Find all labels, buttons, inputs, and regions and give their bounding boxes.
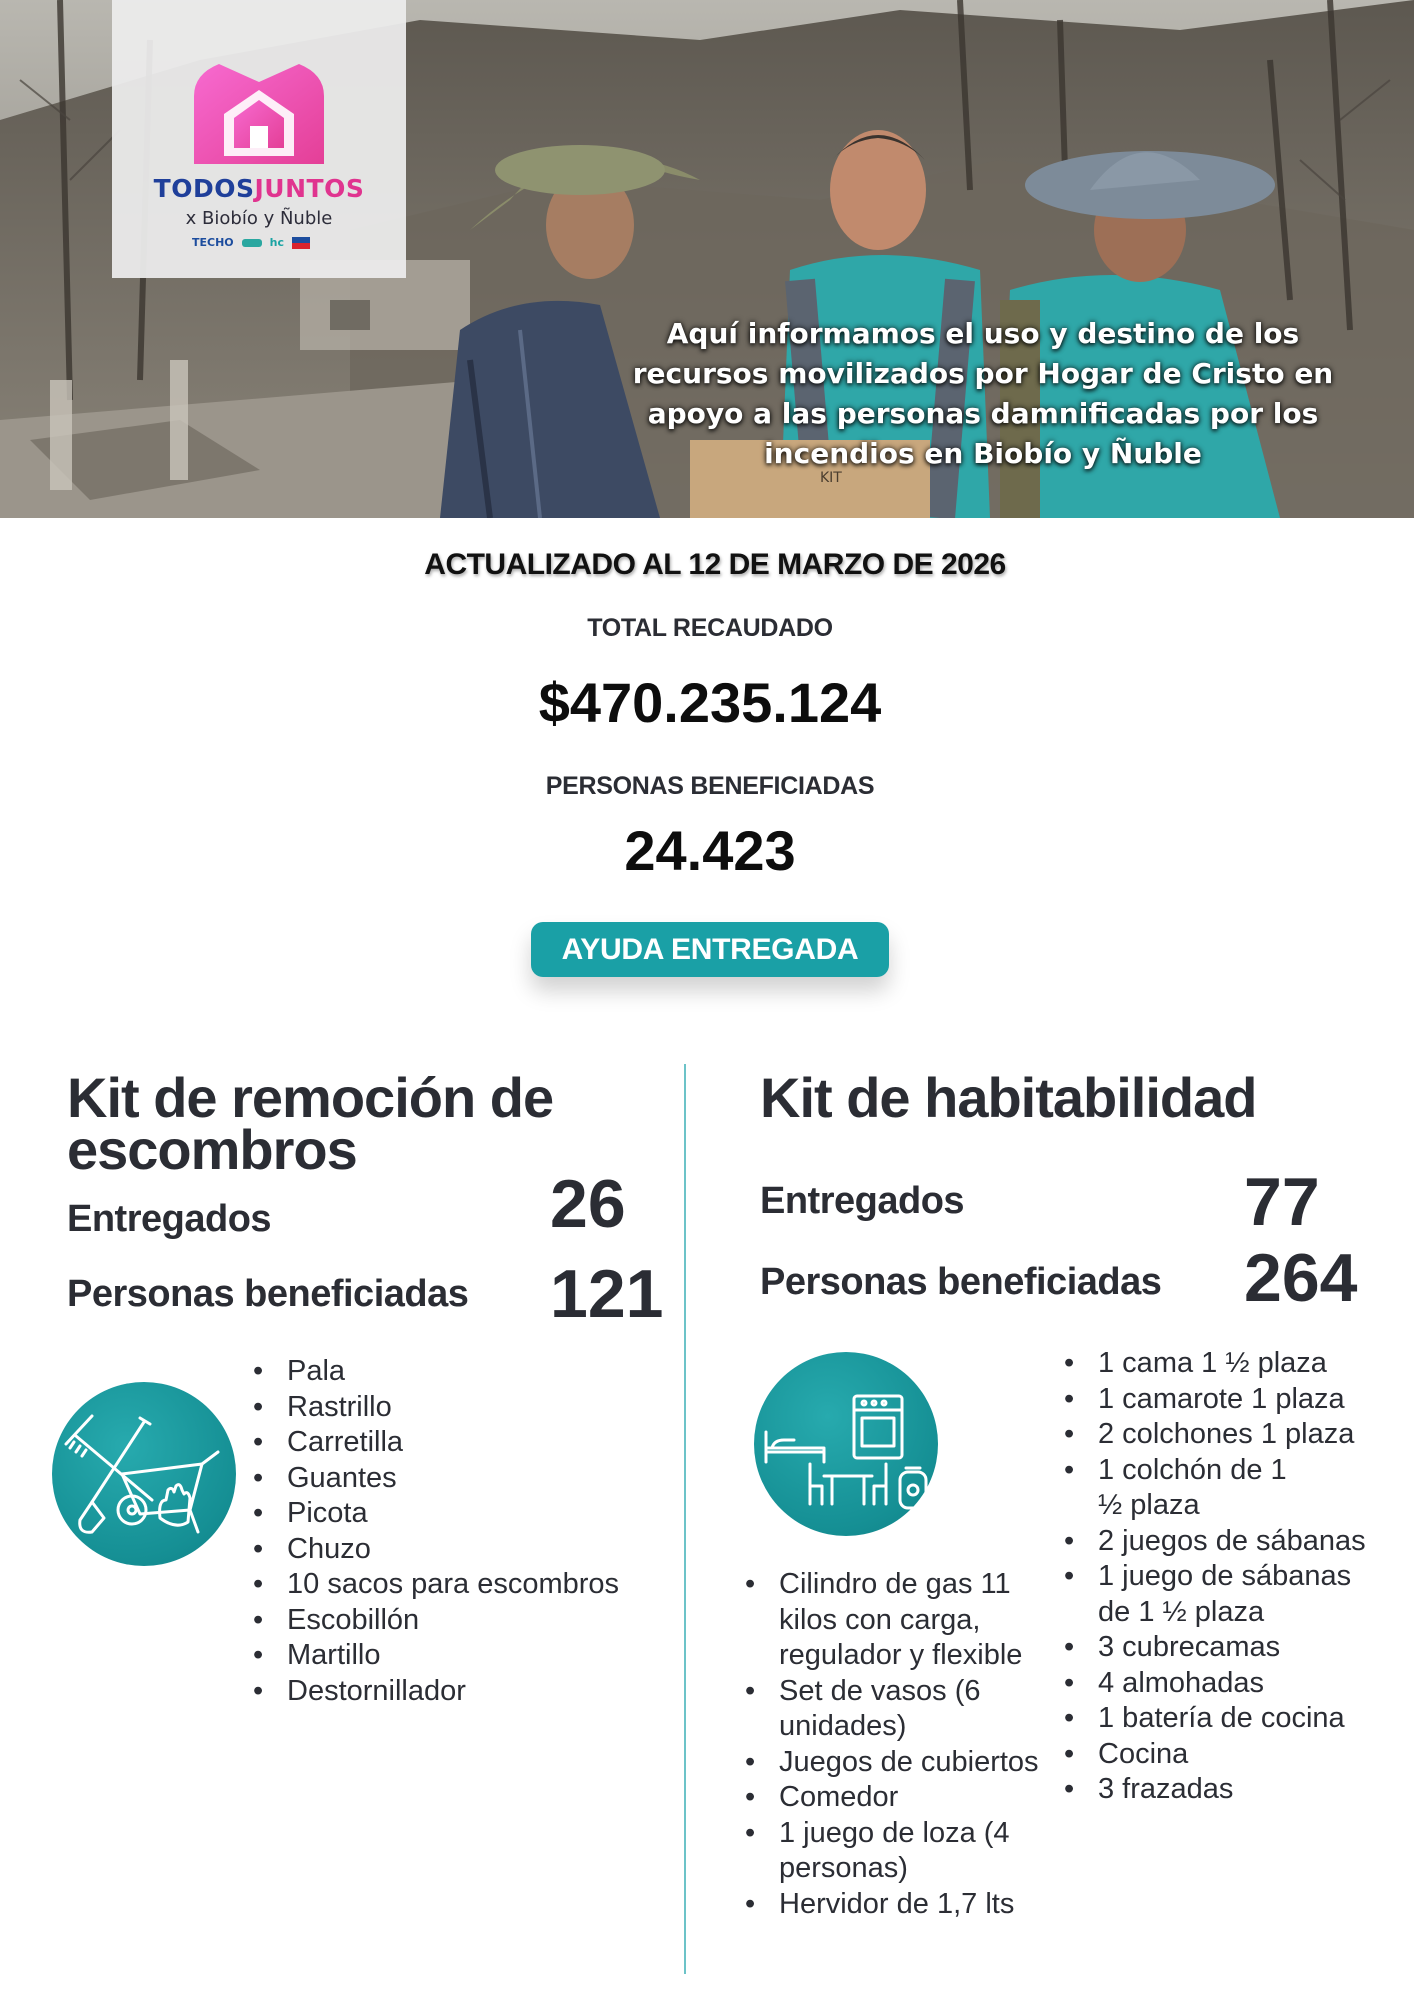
list-item: • Guantes: [251, 1461, 619, 1497]
list-item: • Cilindro de gas 11 kilos con carga, regulador y flexible: [743, 1567, 1043, 1674]
list-item: • 1 juego de sábanas de 1 ½ plaza: [1062, 1559, 1352, 1630]
list-item: • Carretilla: [251, 1425, 619, 1461]
personas-beneficiadas-label: PERSONAS BENEFICIADAS: [545, 772, 875, 800]
kit-escombros-items: [251, 1354, 619, 1709]
list-item: • Cocina: [1062, 1737, 1366, 1773]
list-item: • Chuzo: [251, 1532, 619, 1568]
ayuda-entregada-badge: AYUDA ENTREGADA: [531, 922, 889, 977]
list-item: • Picota: [251, 1496, 619, 1532]
list-item: • 1 cama 1 ½ plaza: [1062, 1346, 1366, 1382]
kit-habitabilidad-entregados-label: Entregados: [760, 1180, 965, 1222]
todos-juntos-logo: [112, 0, 406, 278]
list-item: • 1 batería de cocina: [1062, 1701, 1366, 1737]
list-item: • Pala: [251, 1354, 619, 1390]
list-item: • Hervidor de 1,7 lts: [743, 1887, 1043, 1923]
kit-habitabilidad-personas-label: Personas beneficiadas: [760, 1261, 1162, 1303]
list-item: • 3 cubrecamas: [1062, 1630, 1366, 1666]
hero-headline: Aquí informamos el uso y destino de los recursos movilizados por Hogar de Cristo en apoyo a las personas damnificadas por los incendios en Biobío y Ñuble: [632, 317, 1334, 470]
personas-beneficiadas-value: 24.423: [624, 819, 796, 882]
kit-escombros-title: Kit de remoción de escombros: [67, 1066, 554, 1181]
list-item: • 1 colchón de 1 ½ plaza: [1062, 1453, 1292, 1524]
hogar-de-cristo-logo: hc: [269, 236, 285, 249]
updated-date: ACTUALIZADO AL 12 DE MARZO DE 2026: [424, 548, 1006, 581]
partner-logos: [192, 236, 310, 249]
furniture-icon: [754, 1352, 938, 1536]
hero-banner: [0, 0, 1414, 518]
kit-habitabilidad-personas-value: 264: [1244, 1240, 1358, 1316]
column-divider: [684, 1064, 686, 1974]
list-item: • Set de vasos (6 unidades): [743, 1674, 1043, 1745]
box-label: KIT: [820, 470, 842, 486]
kit-habitabilidad-entregados-value: 77: [1244, 1164, 1320, 1240]
total-recaudado-value: $470.235.124: [538, 671, 882, 734]
kit-escombros-entregados-value: 26: [550, 1166, 626, 1242]
kit-habitabilidad-title: Kit de habitabilidad: [760, 1066, 1257, 1129]
list-item: • Escobillón: [251, 1603, 619, 1639]
chile-flag-icon: [292, 237, 310, 249]
list-item: • 2 colchones 1 plaza: [1062, 1417, 1366, 1453]
kit-habitabilidad-items-right: [1062, 1346, 1366, 1808]
kit-escombros-entregados-label: Entregados: [67, 1198, 272, 1240]
list-item: • 10 sacos para escombros: [251, 1567, 619, 1603]
total-recaudado-label: TOTAL RECAUDADO: [587, 614, 833, 642]
list-item: • 4 almohadas: [1062, 1666, 1366, 1702]
tools-wheelbarrow-icon: [52, 1382, 236, 1566]
house-hands-icon: [184, 56, 334, 168]
list-item: • 1 camarote 1 plaza: [1062, 1382, 1366, 1418]
separator-mark: [242, 239, 262, 247]
list-item: • 1 juego de loza (4 personas): [743, 1816, 1043, 1887]
list-item: • 2 juegos de sábanas: [1062, 1524, 1366, 1560]
techo-logo: TECHO: [192, 236, 234, 249]
list-item: • 3 frazadas: [1062, 1772, 1366, 1808]
kit-escombros-personas-value: 121: [550, 1256, 664, 1332]
kit-escombros-personas-label: Personas beneficiadas: [67, 1273, 469, 1315]
kit-habitabilidad-items-left: [743, 1567, 1043, 1922]
logo-title: TODOSJUNTOS: [153, 174, 365, 203]
list-item: • Destornillador: [251, 1674, 619, 1710]
list-item: • Martillo: [251, 1638, 619, 1674]
list-item: • Juegos de cubiertos: [743, 1745, 1043, 1781]
logo-subtitle: x Biobío y Ñuble: [185, 208, 333, 229]
list-item: • Comedor: [743, 1780, 1043, 1816]
list-item: • Rastrillo: [251, 1390, 619, 1426]
